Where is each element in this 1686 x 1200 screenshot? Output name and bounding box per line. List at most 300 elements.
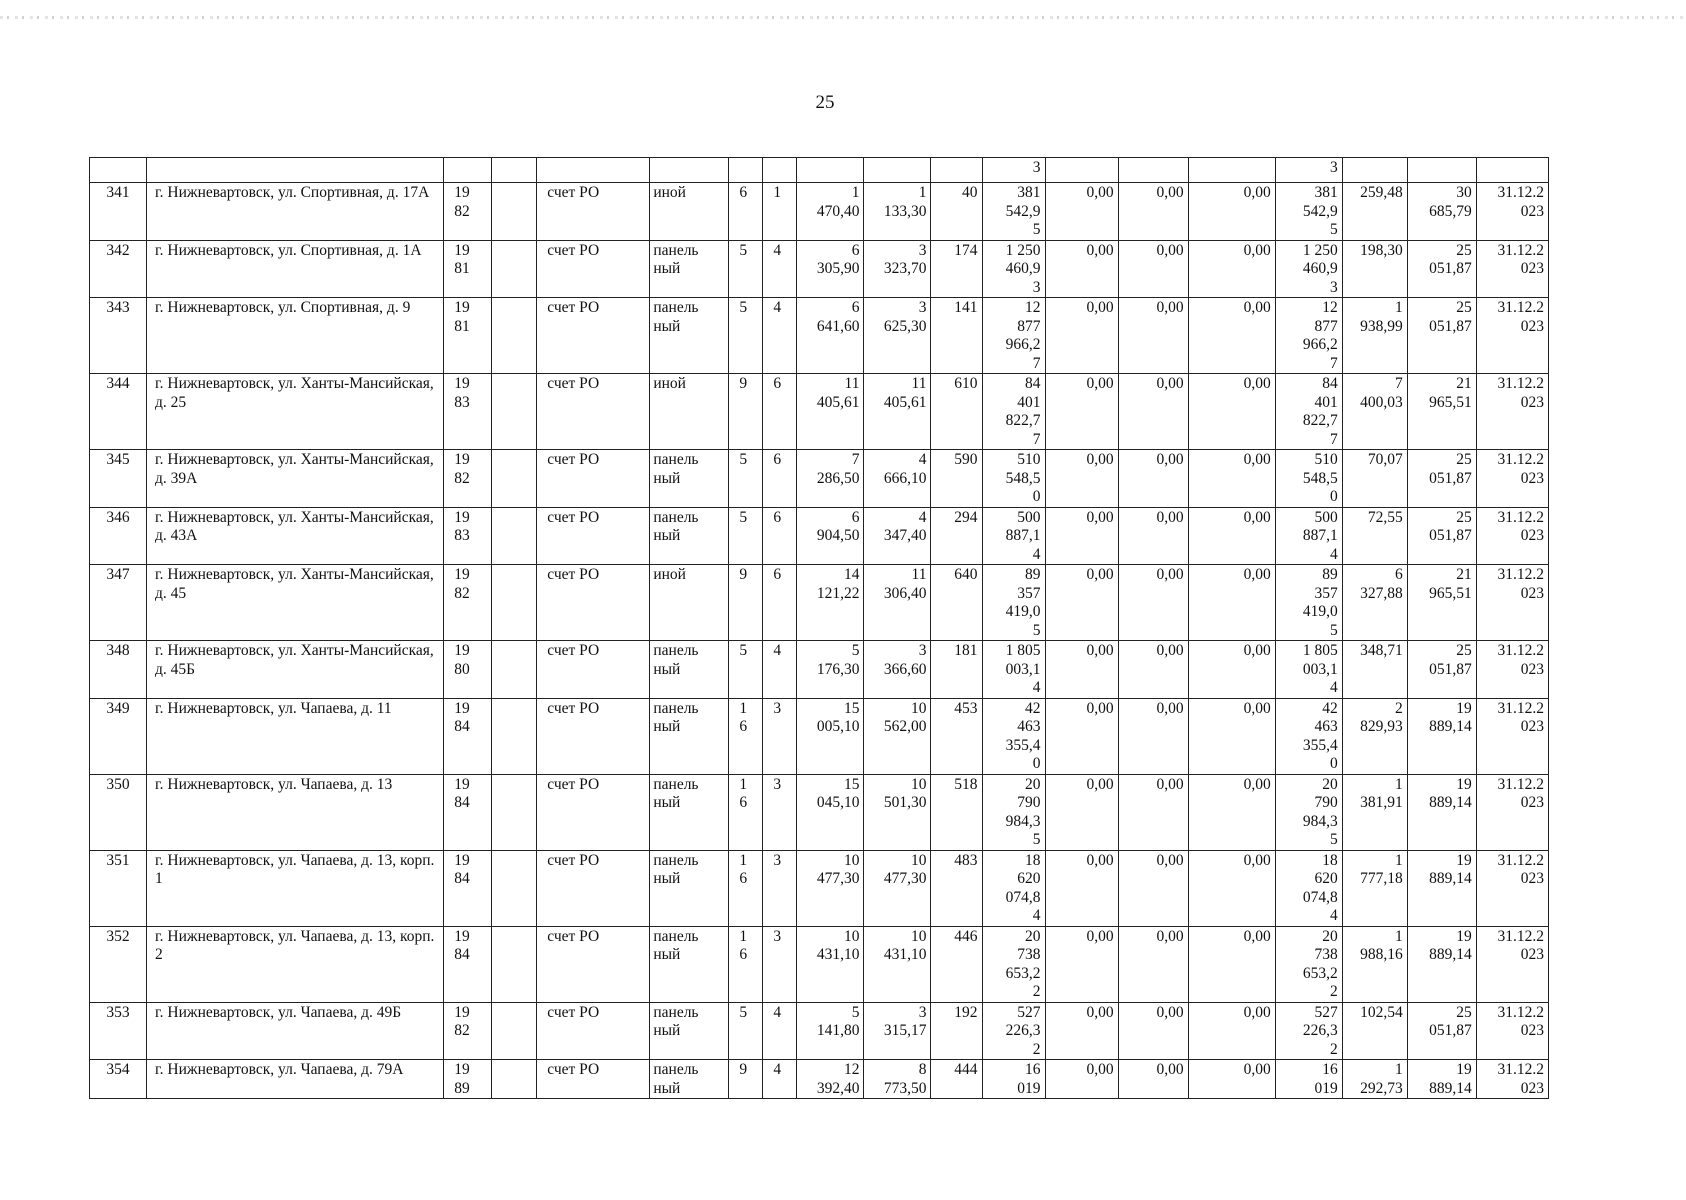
cell-fund-method: счет РО — [537, 926, 650, 1002]
cell-floors: 9 — [729, 374, 763, 450]
cell-empty — [492, 240, 537, 298]
cell-cost-total: 500 887,1 4 — [982, 507, 1045, 565]
cell-cost-per-m2: 102,54 — [1342, 1002, 1407, 1060]
cell-residents: 192 — [931, 1002, 982, 1060]
cell-cost-owners: 16 019 — [1275, 1060, 1342, 1099]
cell-number: 351 — [90, 850, 147, 926]
cell-cost-federal: 0,00 — [1045, 926, 1118, 1002]
cell-empty — [492, 183, 537, 241]
table-row — [90, 926, 1549, 1002]
cell-entrances: 1 — [763, 183, 797, 241]
cell-limit-per-m2: 19 889,14 — [1407, 1060, 1476, 1099]
cell-empty — [492, 641, 537, 699]
cell-deadline: 31.12.2 023 — [1476, 507, 1548, 565]
carryover-cost-other: 3 — [1275, 158, 1342, 183]
cell-year: 19 82 — [444, 565, 492, 641]
cell-area-living: 11 306,40 — [864, 565, 931, 641]
cell-number: 344 — [90, 374, 147, 450]
cell-cost-federal: 0,00 — [1045, 565, 1118, 641]
cell-cost-municipal: 0,00 — [1188, 926, 1275, 1002]
cell-cost-owners: 381 542,9 5 — [1275, 183, 1342, 241]
cell-empty — [1407, 158, 1476, 183]
cell-floors: 1 6 — [729, 926, 763, 1002]
cell-deadline: 31.12.2 023 — [1476, 774, 1548, 850]
cell-year: 19 82 — [444, 450, 492, 508]
cell-entrances: 4 — [763, 641, 797, 699]
table-row — [90, 850, 1549, 926]
cell-empty — [492, 298, 537, 374]
cell-cost-total: 84 401 822,7 7 — [982, 374, 1045, 450]
cell-limit-per-m2: 30 685,79 — [1407, 183, 1476, 241]
cell-floors: 5 — [729, 240, 763, 298]
cell-wall-material: панель ный — [650, 774, 729, 850]
cell-area-living: 8 773,50 — [864, 1060, 931, 1099]
cell-area-total: 12 392,40 — [797, 1060, 864, 1099]
cell-year: 19 84 — [444, 926, 492, 1002]
cell-cost-per-m2: 2 829,93 — [1342, 698, 1407, 774]
cell-deadline: 31.12.2 023 — [1476, 298, 1548, 374]
cell-area-total: 7 286,50 — [797, 450, 864, 508]
cell-number: 346 — [90, 507, 147, 565]
cell-area-living: 10 477,30 — [864, 850, 931, 926]
cell-address: г. Нижневартовск, ул. Чапаева, д. 79А — [147, 1060, 444, 1099]
cell-empty — [931, 158, 982, 183]
cell-area-total: 10 477,30 — [797, 850, 864, 926]
cell-deadline: 31.12.2 023 — [1476, 565, 1548, 641]
cell-fund-method: счет РО — [537, 565, 650, 641]
cell-limit-per-m2: 19 889,14 — [1407, 774, 1476, 850]
cell-empty — [864, 158, 931, 183]
cell-cost-federal: 0,00 — [1045, 774, 1118, 850]
cell-fund-method: счет РО — [537, 641, 650, 699]
cell-cost-regional: 0,00 — [1118, 183, 1188, 241]
table-row — [90, 641, 1549, 699]
cell-cost-regional: 0,00 — [1118, 298, 1188, 374]
cell-cost-total: 12 877 966,2 7 — [982, 298, 1045, 374]
cell-floors: 5 — [729, 641, 763, 699]
cell-number: 350 — [90, 774, 147, 850]
cell-residents: 40 — [931, 183, 982, 241]
cell-cost-owners: 510 548,5 0 — [1275, 450, 1342, 508]
cell-address: г. Нижневартовск, ул. Чапаева, д. 13, корп. 2 — [147, 926, 444, 1002]
cell-empty — [492, 774, 537, 850]
cell-residents: 446 — [931, 926, 982, 1002]
cell-deadline: 31.12.2 023 — [1476, 450, 1548, 508]
cell-empty — [537, 158, 650, 183]
table-row — [90, 1060, 1549, 1099]
cell-cost-federal: 0,00 — [1045, 507, 1118, 565]
register-table — [89, 157, 1549, 1099]
cell-number: 345 — [90, 450, 147, 508]
cell-cost-federal: 0,00 — [1045, 374, 1118, 450]
cell-floors: 5 — [729, 507, 763, 565]
cell-residents: 518 — [931, 774, 982, 850]
cell-area-total: 6 904,50 — [797, 507, 864, 565]
cell-cost-regional: 0,00 — [1118, 374, 1188, 450]
cell-cost-total: 89 357 419,0 5 — [982, 565, 1045, 641]
cell-cost-owners: 20 790 984,3 5 — [1275, 774, 1342, 850]
cell-wall-material: иной — [650, 183, 729, 241]
cell-cost-federal: 0,00 — [1045, 698, 1118, 774]
cell-floors: 1 6 — [729, 774, 763, 850]
cell-fund-method: счет РО — [537, 240, 650, 298]
cell-cost-per-m2: 6 327,88 — [1342, 565, 1407, 641]
cell-entrances: 4 — [763, 1002, 797, 1060]
cell-cost-total: 18 620 074,8 4 — [982, 850, 1045, 926]
cell-limit-per-m2: 25 051,87 — [1407, 1002, 1476, 1060]
cell-number: 353 — [90, 1002, 147, 1060]
table-row — [90, 1002, 1549, 1060]
cell-area-total: 6 641,60 — [797, 298, 864, 374]
cell-area-living: 10 562,00 — [864, 698, 931, 774]
cell-cost-per-m2: 72,55 — [1342, 507, 1407, 565]
cell-empty — [492, 698, 537, 774]
cell-cost-total: 1 250 460,9 3 — [982, 240, 1045, 298]
cell-limit-per-m2: 25 051,87 — [1407, 298, 1476, 374]
cell-cost-owners: 12 877 966,2 7 — [1275, 298, 1342, 374]
cell-area-total: 1 470,40 — [797, 183, 864, 241]
cell-year: 19 89 — [444, 1060, 492, 1099]
cell-year: 19 80 — [444, 641, 492, 699]
cell-cost-federal: 0,00 — [1045, 850, 1118, 926]
cell-empty — [1476, 158, 1548, 183]
cell-cost-municipal: 0,00 — [1188, 183, 1275, 241]
cell-fund-method: счет РО — [537, 374, 650, 450]
cell-cost-per-m2: 70,07 — [1342, 450, 1407, 508]
cell-empty — [492, 565, 537, 641]
cell-cost-regional: 0,00 — [1118, 1002, 1188, 1060]
cell-floors: 6 — [729, 183, 763, 241]
cell-cost-federal: 0,00 — [1045, 183, 1118, 241]
cell-cost-municipal: 0,00 — [1188, 1060, 1275, 1099]
cell-empty — [492, 926, 537, 1002]
cell-area-total: 5 176,30 — [797, 641, 864, 699]
cell-address: г. Нижневартовск, ул. Ханты-Мансийская, д. 39А — [147, 450, 444, 508]
cell-cost-regional: 0,00 — [1118, 240, 1188, 298]
cell-residents: 453 — [931, 698, 982, 774]
cell-number: 347 — [90, 565, 147, 641]
cell-residents: 610 — [931, 374, 982, 450]
cell-fund-method: счет РО — [537, 450, 650, 508]
cell-cost-per-m2: 1 988,16 — [1342, 926, 1407, 1002]
cell-empty — [492, 1060, 537, 1099]
cell-entrances: 4 — [763, 1060, 797, 1099]
cell-address: г. Нижневартовск, ул. Ханты-Мансийская, д. 45 — [147, 565, 444, 641]
cell-deadline: 31.12.2 023 — [1476, 698, 1548, 774]
cell-number: 349 — [90, 698, 147, 774]
cell-cost-per-m2: 1 381,91 — [1342, 774, 1407, 850]
cell-residents: 141 — [931, 298, 982, 374]
cell-entrances: 3 — [763, 698, 797, 774]
cell-residents: 640 — [931, 565, 982, 641]
cell-area-living: 3 366,60 — [864, 641, 931, 699]
cell-empty — [492, 1002, 537, 1060]
cell-area-living: 4 347,40 — [864, 507, 931, 565]
cell-cost-regional: 0,00 — [1118, 450, 1188, 508]
cell-fund-method: счет РО — [537, 774, 650, 850]
cell-address: г. Нижневартовск, ул. Чапаева, д. 13, корп. 1 — [147, 850, 444, 926]
cell-cost-federal: 0,00 — [1045, 240, 1118, 298]
cell-cost-total: 16 019 — [982, 1060, 1045, 1099]
table-row — [90, 507, 1549, 565]
cell-area-living: 10 431,10 — [864, 926, 931, 1002]
cell-area-total: 14 121,22 — [797, 565, 864, 641]
cell-cost-regional: 0,00 — [1118, 1060, 1188, 1099]
cell-limit-per-m2: 19 889,14 — [1407, 926, 1476, 1002]
cell-wall-material: иной — [650, 374, 729, 450]
cell-cost-municipal: 0,00 — [1188, 698, 1275, 774]
cell-cost-municipal: 0,00 — [1188, 507, 1275, 565]
cell-address: г. Нижневартовск, ул. Ханты-Мансийская, д. 25 — [147, 374, 444, 450]
cell-cost-per-m2: 1 777,18 — [1342, 850, 1407, 926]
cell-cost-per-m2: 198,30 — [1342, 240, 1407, 298]
cell-cost-municipal: 0,00 — [1188, 774, 1275, 850]
register-body — [90, 158, 1549, 1099]
cell-empty — [1045, 158, 1118, 183]
cell-deadline: 31.12.2 023 — [1476, 183, 1548, 241]
table-row — [90, 450, 1549, 508]
cell-cost-federal: 0,00 — [1045, 450, 1118, 508]
cell-area-living: 3 323,70 — [864, 240, 931, 298]
cell-number: 341 — [90, 183, 147, 241]
cell-area-living: 11 405,61 — [864, 374, 931, 450]
cell-empty — [492, 850, 537, 926]
cell-cost-total: 1 805 003,1 4 — [982, 641, 1045, 699]
cell-wall-material: панель ный — [650, 698, 729, 774]
cell-cost-regional: 0,00 — [1118, 641, 1188, 699]
cell-empty — [1118, 158, 1188, 183]
cell-cost-owners: 1 250 460,9 3 — [1275, 240, 1342, 298]
table-row — [90, 183, 1549, 241]
cell-floors: 5 — [729, 298, 763, 374]
cell-empty — [797, 158, 864, 183]
cell-limit-per-m2: 25 051,87 — [1407, 450, 1476, 508]
cell-cost-per-m2: 1 938,99 — [1342, 298, 1407, 374]
cell-fund-method: счет РО — [537, 507, 650, 565]
table-row — [90, 240, 1549, 298]
carryover-cost-total: 3 — [982, 158, 1045, 183]
cell-empty — [492, 507, 537, 565]
cell-residents: 174 — [931, 240, 982, 298]
table-row — [90, 698, 1549, 774]
cell-fund-method: счет РО — [537, 698, 650, 774]
cell-year: 19 83 — [444, 374, 492, 450]
cell-fund-method: счет РО — [537, 1060, 650, 1099]
cell-year: 19 82 — [444, 183, 492, 241]
cell-deadline: 31.12.2 023 — [1476, 374, 1548, 450]
cell-cost-federal: 0,00 — [1045, 298, 1118, 374]
cell-year: 19 84 — [444, 850, 492, 926]
cell-year: 19 82 — [444, 1002, 492, 1060]
cell-entrances: 6 — [763, 565, 797, 641]
cell-cost-per-m2: 259,48 — [1342, 183, 1407, 241]
cell-empty — [1188, 158, 1275, 183]
cell-cost-regional: 0,00 — [1118, 698, 1188, 774]
cell-year: 19 83 — [444, 507, 492, 565]
carryover-row — [90, 158, 1549, 183]
cell-cost-municipal: 0,00 — [1188, 850, 1275, 926]
cell-address: г. Нижневартовск, ул. Чапаева, д. 13 — [147, 774, 444, 850]
cell-residents: 444 — [931, 1060, 982, 1099]
cell-fund-method: счет РО — [537, 183, 650, 241]
cell-number: 352 — [90, 926, 147, 1002]
cell-address: г. Нижневартовск, ул. Чапаева, д. 11 — [147, 698, 444, 774]
cell-area-total: 11 405,61 — [797, 374, 864, 450]
cell-deadline: 31.12.2 023 — [1476, 641, 1548, 699]
cell-cost-municipal: 0,00 — [1188, 450, 1275, 508]
cell-area-total: 15 005,10 — [797, 698, 864, 774]
cell-wall-material: панель ный — [650, 1002, 729, 1060]
table-row — [90, 565, 1549, 641]
cell-area-total: 5 141,80 — [797, 1002, 864, 1060]
cell-year: 19 84 — [444, 698, 492, 774]
cell-entrances: 3 — [763, 926, 797, 1002]
table-row — [90, 774, 1549, 850]
cell-entrances: 3 — [763, 774, 797, 850]
cell-address: г. Нижневартовск, ул. Ханты-Мансийская, д. 45Б — [147, 641, 444, 699]
cell-cost-total: 510 548,5 0 — [982, 450, 1045, 508]
cell-entrances: 6 — [763, 507, 797, 565]
cell-entrances: 4 — [763, 298, 797, 374]
cell-cost-municipal: 0,00 — [1188, 641, 1275, 699]
cell-cost-owners: 18 620 074,8 4 — [1275, 850, 1342, 926]
cell-area-total: 10 431,10 — [797, 926, 864, 1002]
cell-deadline: 31.12.2 023 — [1476, 850, 1548, 926]
cell-wall-material: иной — [650, 565, 729, 641]
cell-area-living: 10 501,30 — [864, 774, 931, 850]
cell-cost-municipal: 0,00 — [1188, 565, 1275, 641]
cell-fund-method: счет РО — [537, 298, 650, 374]
cell-deadline: 31.12.2 023 — [1476, 926, 1548, 1002]
cell-entrances: 6 — [763, 450, 797, 508]
cell-wall-material: панель ный — [650, 641, 729, 699]
cell-cost-owners: 89 357 419,0 5 — [1275, 565, 1342, 641]
cell-cost-municipal: 0,00 — [1188, 374, 1275, 450]
cell-number: 348 — [90, 641, 147, 699]
cell-cost-per-m2: 7 400,03 — [1342, 374, 1407, 450]
cell-empty — [492, 374, 537, 450]
cell-address: г. Нижневартовск, ул. Спортивная, д. 1А — [147, 240, 444, 298]
cell-address: г. Нижневартовск, ул. Ханты-Мансийская, д. 43А — [147, 507, 444, 565]
cell-entrances: 4 — [763, 240, 797, 298]
cell-area-living: 4 666,10 — [864, 450, 931, 508]
scan-edge-artifact — [0, 16, 1686, 19]
cell-cost-regional: 0,00 — [1118, 774, 1188, 850]
cell-empty — [492, 450, 537, 508]
cell-floors: 9 — [729, 565, 763, 641]
cell-empty — [90, 158, 147, 183]
cell-area-living: 3 315,17 — [864, 1002, 931, 1060]
cell-wall-material: панель ный — [650, 850, 729, 926]
cell-cost-federal: 0,00 — [1045, 1002, 1118, 1060]
cell-limit-per-m2: 21 965,51 — [1407, 374, 1476, 450]
cell-cost-owners: 84 401 822,7 7 — [1275, 374, 1342, 450]
cell-cost-per-m2: 1 292,73 — [1342, 1060, 1407, 1099]
cell-deadline: 31.12.2 023 — [1476, 240, 1548, 298]
cell-year: 19 81 — [444, 298, 492, 374]
cell-cost-municipal: 0,00 — [1188, 298, 1275, 374]
cell-address: г. Нижневартовск, ул. Спортивная, д. 17А — [147, 183, 444, 241]
cell-floors: 5 — [729, 450, 763, 508]
cell-cost-regional: 0,00 — [1118, 507, 1188, 565]
cell-number: 342 — [90, 240, 147, 298]
cell-wall-material: панель ный — [650, 507, 729, 565]
cell-limit-per-m2: 19 889,14 — [1407, 698, 1476, 774]
cell-cost-owners: 20 738 653,2 2 — [1275, 926, 1342, 1002]
cell-empty — [763, 158, 797, 183]
cell-cost-total: 42 463 355,4 0 — [982, 698, 1045, 774]
cell-floors: 1 6 — [729, 850, 763, 926]
cell-wall-material: панель ный — [650, 298, 729, 374]
cell-area-total: 6 305,90 — [797, 240, 864, 298]
cell-empty — [147, 158, 444, 183]
cell-empty — [650, 158, 729, 183]
cell-number: 343 — [90, 298, 147, 374]
cell-limit-per-m2: 25 051,87 — [1407, 641, 1476, 699]
cell-deadline: 31.12.2 023 — [1476, 1002, 1548, 1060]
cell-entrances: 3 — [763, 850, 797, 926]
cell-cost-federal: 0,00 — [1045, 641, 1118, 699]
cell-cost-regional: 0,00 — [1118, 850, 1188, 926]
cell-empty — [444, 158, 492, 183]
cell-cost-total: 20 738 653,2 2 — [982, 926, 1045, 1002]
table-row — [90, 298, 1549, 374]
cell-residents: 294 — [931, 507, 982, 565]
cell-wall-material: панель ный — [650, 240, 729, 298]
cell-cost-municipal: 0,00 — [1188, 240, 1275, 298]
cell-floors: 1 6 — [729, 698, 763, 774]
cell-cost-owners: 527 226,3 2 — [1275, 1002, 1342, 1060]
page-number: 25 — [815, 92, 835, 113]
cell-limit-per-m2: 19 889,14 — [1407, 850, 1476, 926]
cell-residents: 483 — [931, 850, 982, 926]
cell-empty — [729, 158, 763, 183]
cell-cost-total: 381 542,9 5 — [982, 183, 1045, 241]
cell-entrances: 6 — [763, 374, 797, 450]
cell-cost-regional: 0,00 — [1118, 926, 1188, 1002]
cell-cost-per-m2: 348,71 — [1342, 641, 1407, 699]
cell-fund-method: счет РО — [537, 850, 650, 926]
table-row — [90, 374, 1549, 450]
cell-cost-total: 20 790 984,3 5 — [982, 774, 1045, 850]
cell-year: 19 81 — [444, 240, 492, 298]
cell-limit-per-m2: 21 965,51 — [1407, 565, 1476, 641]
cell-deadline: 31.12.2 023 — [1476, 1060, 1548, 1099]
cell-residents: 590 — [931, 450, 982, 508]
cell-floors: 9 — [729, 1060, 763, 1099]
cell-area-living: 1 133,30 — [864, 183, 931, 241]
cell-area-living: 3 625,30 — [864, 298, 931, 374]
cell-cost-municipal: 0,00 — [1188, 1002, 1275, 1060]
cell-cost-owners: 1 805 003,1 4 — [1275, 641, 1342, 699]
cell-floors: 5 — [729, 1002, 763, 1060]
cell-year: 19 84 — [444, 774, 492, 850]
cell-limit-per-m2: 25 051,87 — [1407, 507, 1476, 565]
cell-limit-per-m2: 25 051,87 — [1407, 240, 1476, 298]
cell-address: г. Нижневартовск, ул. Спортивная, д. 9 — [147, 298, 444, 374]
cell-fund-method: счет РО — [537, 1002, 650, 1060]
cell-cost-regional: 0,00 — [1118, 565, 1188, 641]
cell-cost-total: 527 226,3 2 — [982, 1002, 1045, 1060]
cell-empty — [1342, 158, 1407, 183]
cell-address: г. Нижневартовск, ул. Чапаева, д. 49Б — [147, 1002, 444, 1060]
cell-wall-material: панель ный — [650, 926, 729, 1002]
cell-number: 354 — [90, 1060, 147, 1099]
cell-cost-federal: 0,00 — [1045, 1060, 1118, 1099]
cell-wall-material: панель ный — [650, 450, 729, 508]
cell-area-total: 15 045,10 — [797, 774, 864, 850]
cell-empty — [492, 158, 537, 183]
